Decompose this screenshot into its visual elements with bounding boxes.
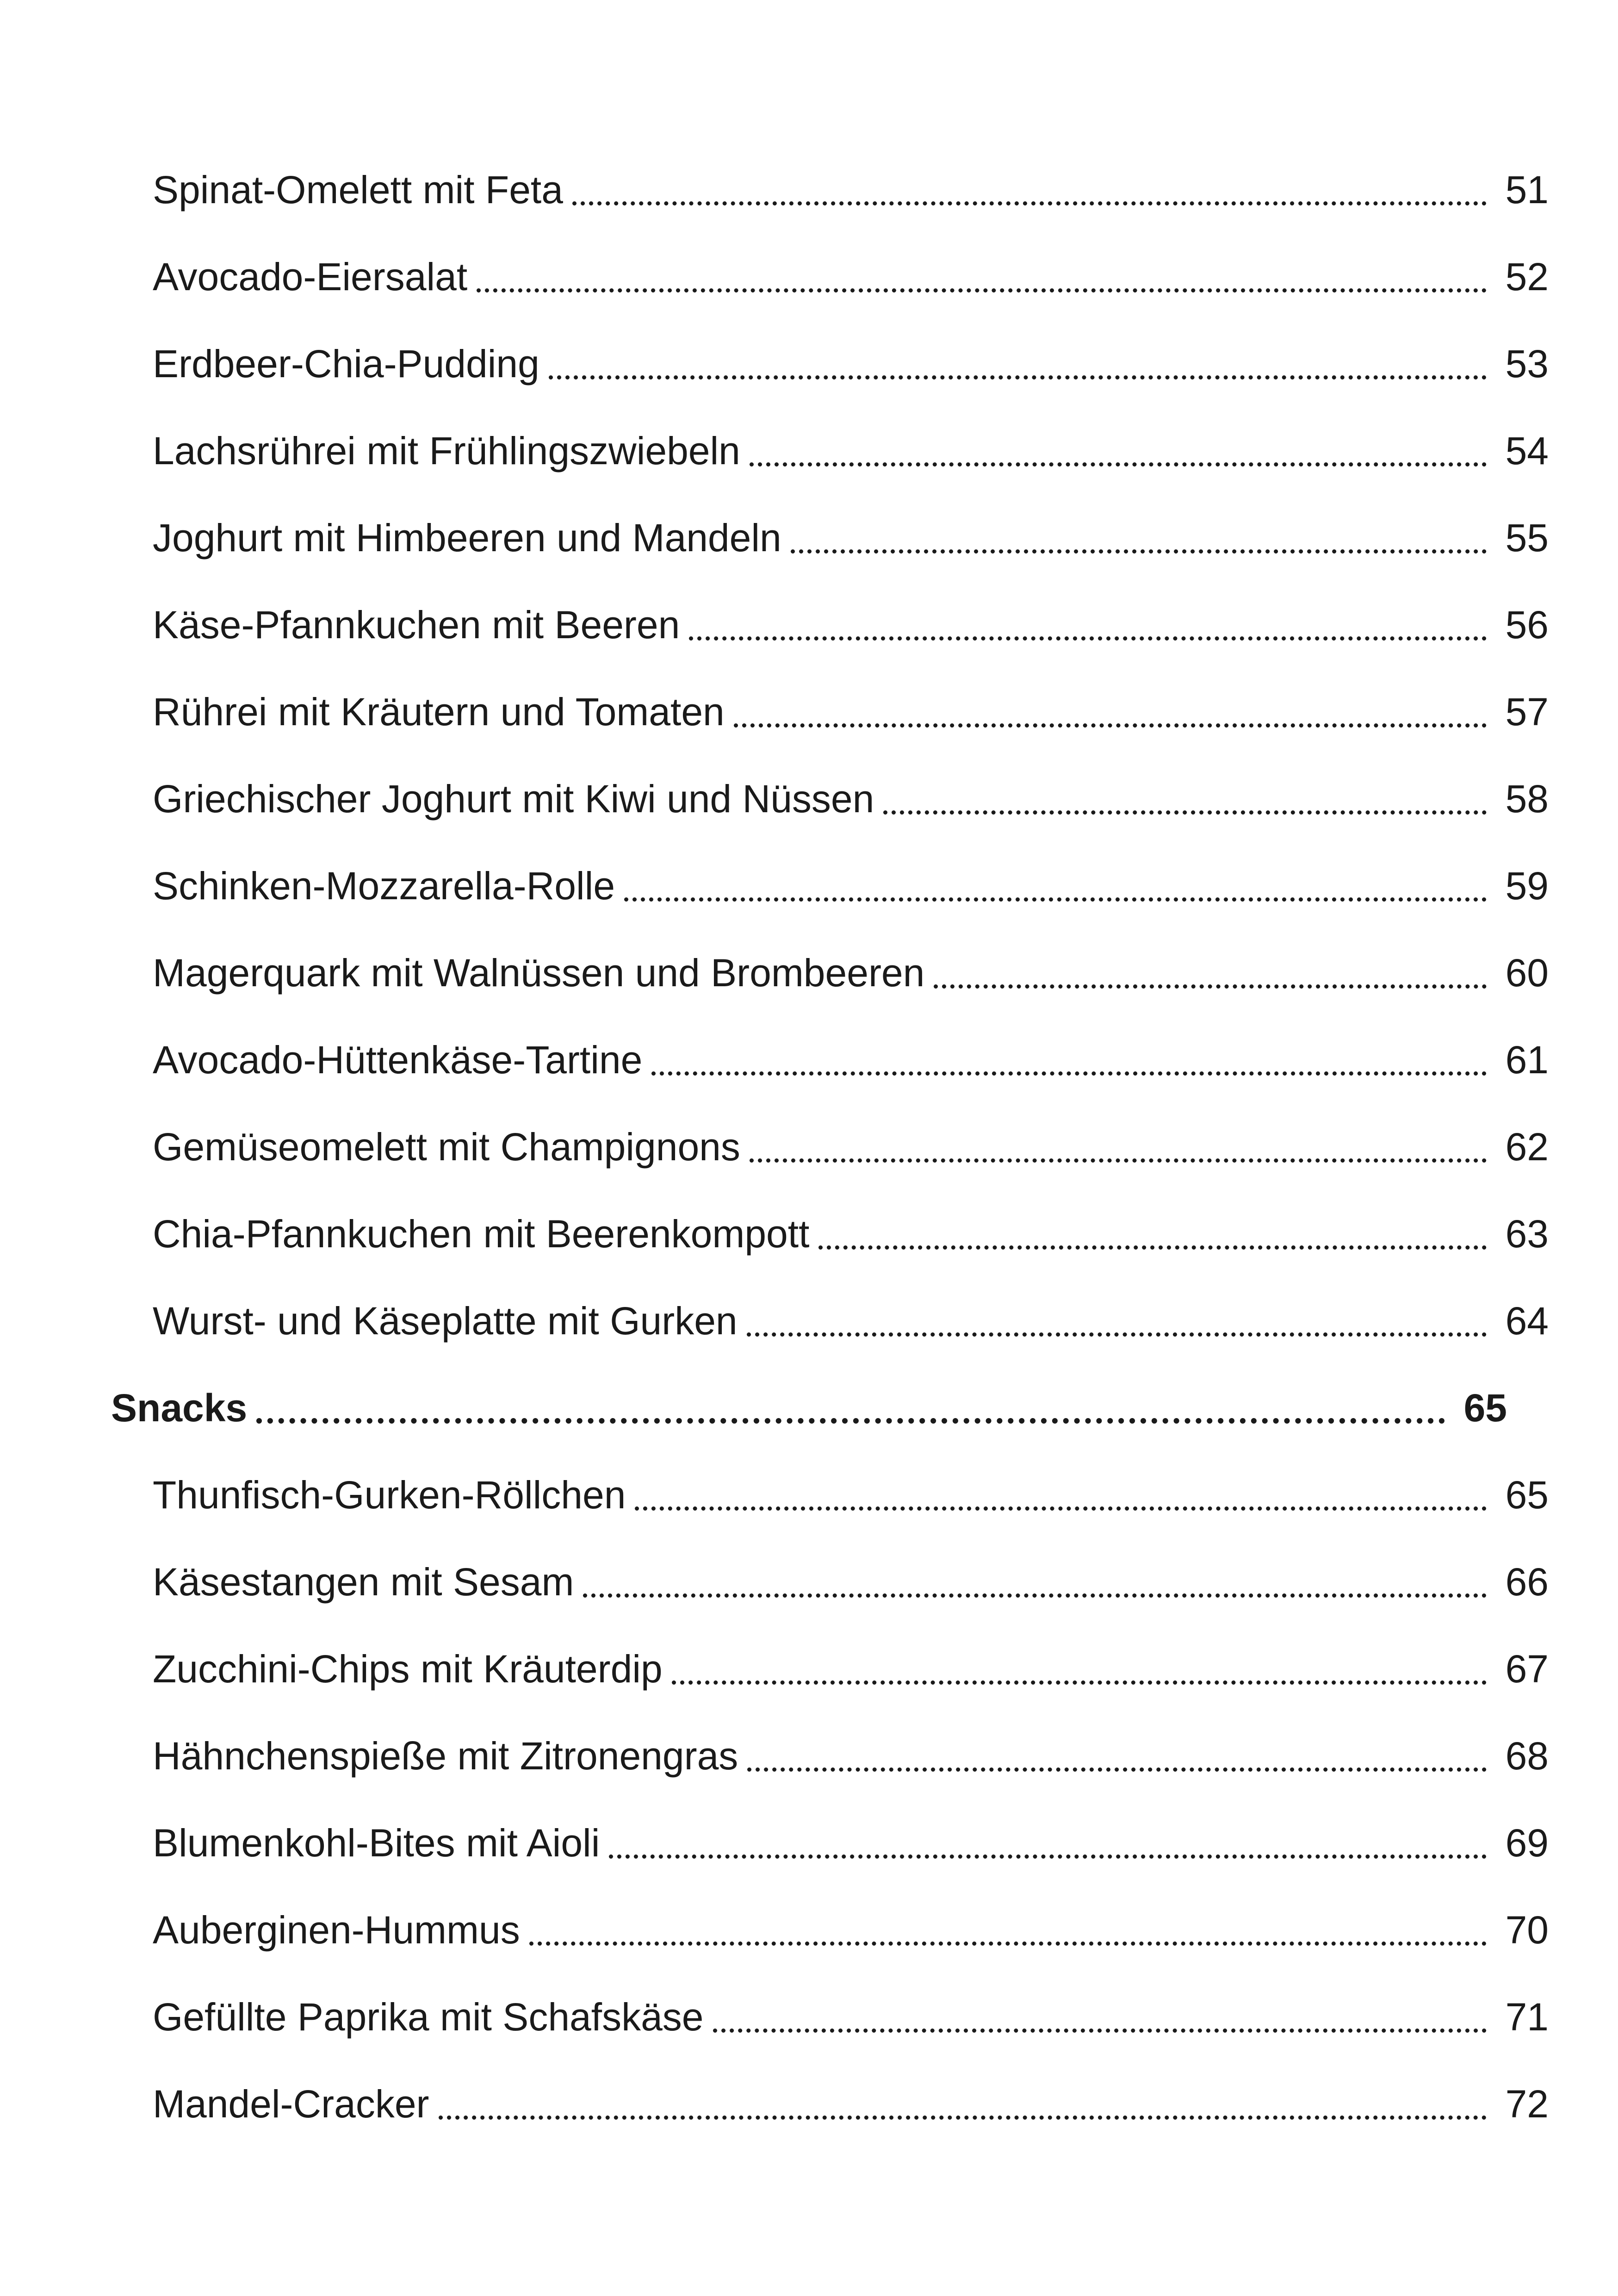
toc-entry[interactable] (0, 597, 1618, 653)
dot-leader (439, 2116, 1487, 2120)
toc-entry[interactable] (0, 1641, 1618, 1697)
dot-leader (624, 897, 1487, 902)
toc-entry-page: 66 (1505, 1560, 1549, 1604)
dot-leader (818, 1245, 1487, 1250)
dot-leader (750, 462, 1487, 467)
toc-entry[interactable] (0, 1206, 1618, 1262)
toc-entry-title: Griechischer Joghurt mit Kiwi und Nüssen (153, 777, 874, 821)
toc-entry[interactable] (0, 249, 1618, 305)
toc-entry-title: Käse-Pfannkuchen mit Beeren (153, 603, 680, 647)
toc-entry-page: 60 (1505, 951, 1549, 995)
toc-entry[interactable] (0, 510, 1618, 566)
toc-entry-title: Gemüseomelett mit Champignons (153, 1125, 740, 1169)
toc-entry-title: Mandel-Cracker (153, 2082, 429, 2126)
toc-entry[interactable] (0, 1728, 1618, 1784)
dot-leader (689, 636, 1487, 641)
toc-entry-page: 61 (1505, 1038, 1549, 1082)
toc-entry-page: 53 (1505, 342, 1549, 386)
dot-leader (750, 1158, 1487, 1163)
toc-entry-title: Gefüllte Paprika mit Schafskäse (153, 1995, 704, 2039)
dot-leader (791, 549, 1487, 554)
toc-entry-title: Thunfisch-Gurken-Röllchen (153, 1473, 626, 1517)
dot-leader (713, 2028, 1487, 2033)
toc-section-page: 65 (1463, 1386, 1507, 1430)
dot-leader (549, 375, 1487, 380)
toc-entry[interactable] (0, 1119, 1618, 1175)
toc-entry-page: 58 (1505, 777, 1549, 821)
toc-entry-page: 70 (1505, 1908, 1549, 1952)
toc-entry-page: 52 (1505, 255, 1549, 299)
toc-entry[interactable] (0, 1467, 1618, 1523)
toc-entry-title: Auberginen-Hummus (153, 1908, 520, 1952)
toc-entry-title: Chia-Pfannkuchen mit Beerenkompott (153, 1212, 810, 1256)
dot-leader (529, 1941, 1487, 1946)
toc-entry[interactable] (0, 1989, 1618, 2045)
toc-entry-page: 62 (1505, 1125, 1549, 1169)
toc-entry-title: Hähnchenspieße mit Zitronengras (153, 1734, 738, 1778)
dot-leader (651, 1071, 1487, 1076)
toc-section-title: Snacks (111, 1386, 248, 1430)
toc-entry[interactable] (0, 684, 1618, 740)
dot-leader (256, 1418, 1445, 1424)
dot-leader (583, 1593, 1487, 1598)
toc-entry-page: 72 (1505, 2082, 1549, 2126)
dot-leader (747, 1767, 1487, 1772)
toc-entry-title: Spinat-Omelett mit Feta (153, 168, 563, 212)
toc-entry-title: Blumenkohl-Bites mit Aioli (153, 1821, 600, 1865)
toc-entry-page: 51 (1505, 168, 1549, 212)
toc-entry-title: Wurst- und Käseplatte mit Gurken (153, 1299, 738, 1343)
toc-entry[interactable] (0, 423, 1618, 479)
toc-entry-title: Joghurt mit Himbeeren und Mandeln (153, 516, 781, 560)
toc-entry[interactable] (0, 1902, 1618, 1958)
dot-leader (609, 1854, 1487, 1859)
toc-entry[interactable] (0, 945, 1618, 1001)
dot-leader (672, 1680, 1487, 1685)
toc-section-heading[interactable] (0, 1380, 1618, 1436)
toc-entry-page: 67 (1505, 1647, 1549, 1691)
dot-leader (572, 201, 1487, 205)
toc-entry[interactable] (0, 1293, 1618, 1349)
dot-leader (477, 288, 1487, 292)
toc-entry[interactable] (0, 162, 1618, 218)
toc-entry-title: Käsestangen mit Sesam (153, 1560, 574, 1604)
toc-entry-page: 68 (1505, 1734, 1549, 1778)
toc-entry-title: Avocado-Hüttenkäse-Tartine (153, 1038, 643, 1082)
toc-entry[interactable] (0, 2076, 1618, 2132)
toc-entry-title: Lachsrührei mit Frühlingszwiebeln (153, 429, 740, 473)
toc-entry-page: 59 (1505, 864, 1549, 908)
dot-leader (934, 984, 1487, 989)
toc-entry-title: Erdbeer-Chia-Pudding (153, 342, 539, 386)
toc-entry-page: 56 (1505, 603, 1549, 647)
dot-leader (883, 810, 1487, 815)
toc-entry-page: 65 (1505, 1473, 1549, 1517)
toc-entry-page: 69 (1505, 1821, 1549, 1865)
dot-leader (747, 1332, 1487, 1337)
toc-entry-page: 57 (1505, 690, 1549, 734)
toc-entry[interactable] (0, 771, 1618, 827)
toc-entry-title: Zucchini-Chips mit Kräuterdip (153, 1647, 663, 1691)
toc-entry-page: 71 (1505, 1995, 1549, 2039)
dot-leader (635, 1506, 1487, 1511)
toc-entry[interactable] (0, 1815, 1618, 1871)
toc-entry[interactable] (0, 1554, 1618, 1610)
dot-leader (734, 723, 1487, 728)
toc-entry[interactable] (0, 1032, 1618, 1088)
toc-entry-page: 63 (1505, 1212, 1549, 1256)
toc-entry-title: Magerquark mit Walnüssen und Brombeeren (153, 951, 925, 995)
toc-entry-page: 64 (1505, 1299, 1549, 1343)
toc-entry-title: Schinken-Mozzarella-Rolle (153, 864, 615, 908)
toc-entry-page: 55 (1505, 516, 1549, 560)
toc-entry[interactable] (0, 336, 1618, 392)
toc-entry-title: Avocado-Eiersalat (153, 255, 468, 299)
toc-entry[interactable] (0, 858, 1618, 914)
toc-entry-page: 54 (1505, 429, 1549, 473)
toc-entry-title: Rührei mit Kräutern und Tomaten (153, 690, 725, 734)
